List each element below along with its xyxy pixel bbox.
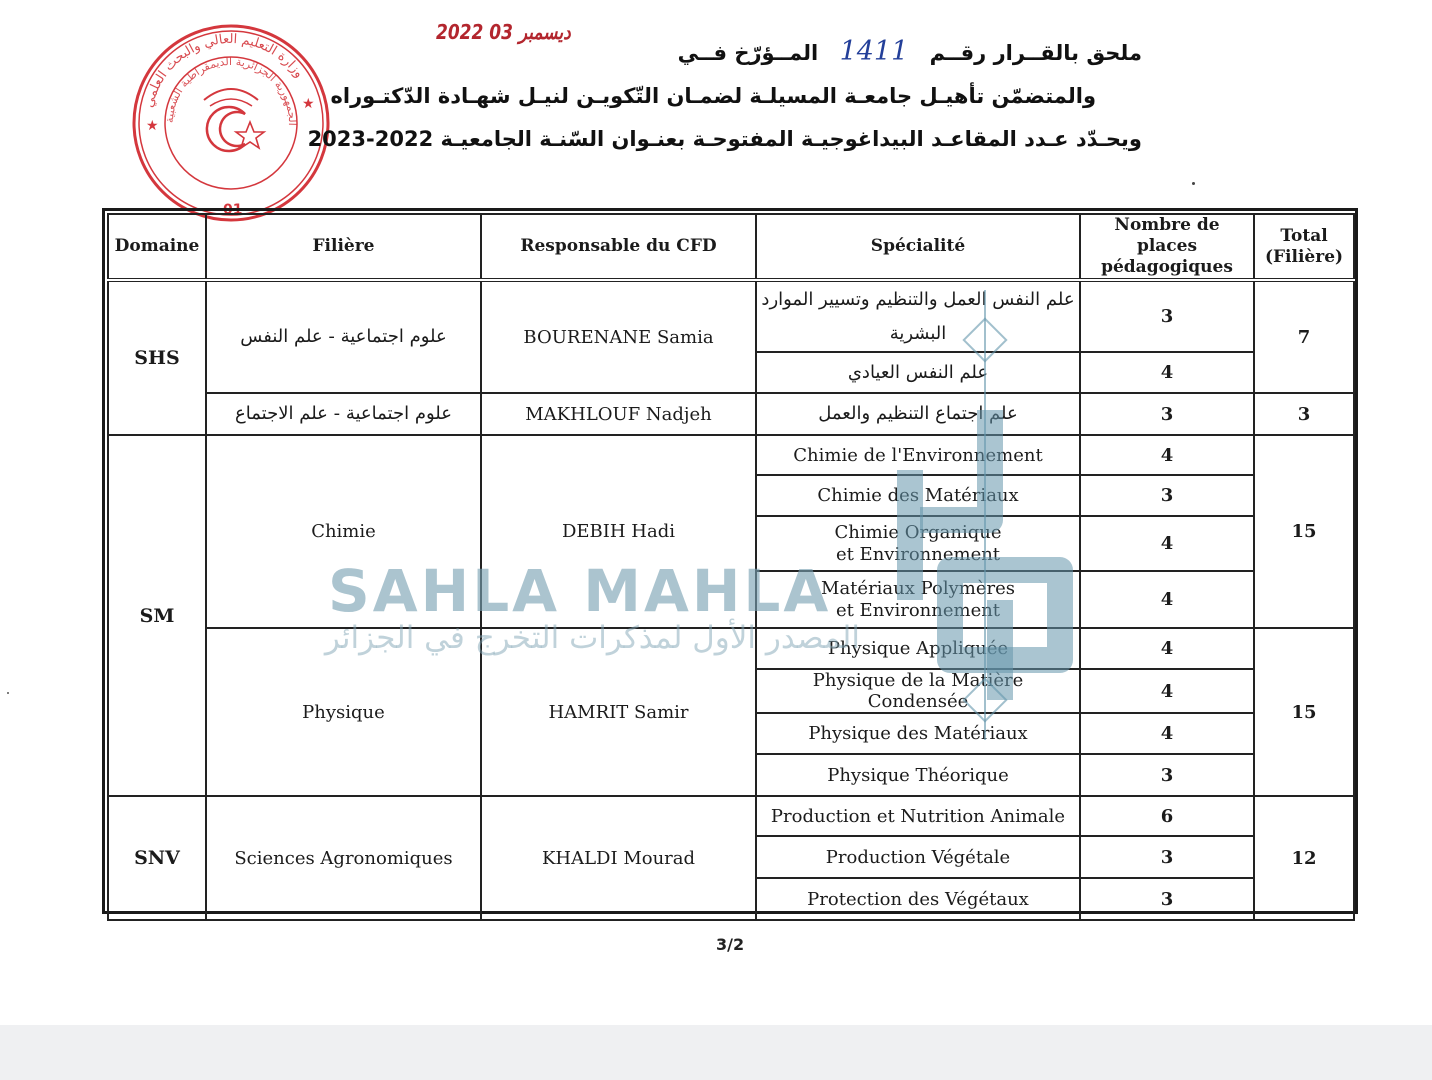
handwritten-date: 2022 ديسمبر 03 xyxy=(436,20,571,44)
header-places xyxy=(1080,214,1254,280)
specialite-line-2: et Environnement xyxy=(835,543,1001,565)
specialite-cell: علم النفس العمل والتنظيم وتسيير الموارد البشرية xyxy=(756,280,1080,352)
table-row xyxy=(108,796,1354,836)
places-cell: 4 xyxy=(1080,713,1254,754)
places-cell: 4 xyxy=(1080,352,1254,393)
header-places-line-2: pédagogiques xyxy=(1101,257,1233,277)
specialite-cell: Physique Théorique xyxy=(756,754,1080,796)
specialite-line-1: Matériaux Polymères xyxy=(821,577,1015,599)
filiere-cell: علوم اجتماعية - علم الاجتماع xyxy=(206,393,481,435)
specialite-line-1: Chimie Organique xyxy=(834,521,1002,543)
table-row xyxy=(108,280,1354,352)
domain-sm: SM xyxy=(108,435,206,796)
total-cell: 3 xyxy=(1254,393,1354,435)
responsable-cell: DEBIH Hadi xyxy=(481,435,756,628)
svg-text:الجمهورية الجزائرية الديمقراطي xyxy=(163,55,299,126)
watermark-title: SAHLA MAHLA xyxy=(328,557,832,625)
specialite-cell: علم النفس العيادي xyxy=(756,352,1080,393)
official-stamp xyxy=(130,22,332,224)
places-cell: 4 xyxy=(1080,571,1254,628)
header-line-2: والمتضمّن تأهيـل جامعـة المسيلـة لضمـان التّكويـن لنيـل شهـادة الدّكتـوراه xyxy=(330,84,1096,108)
header-line-1-a: ملحق بالقــرار رقــم xyxy=(929,41,1142,65)
places-cell: 3 xyxy=(1080,754,1254,796)
seats-table xyxy=(107,213,1355,921)
specialite-cell: Physique des Matériaux xyxy=(756,713,1080,754)
responsable-cell: HAMRIT Samir xyxy=(481,628,756,796)
header-filiere: Filière xyxy=(206,214,481,280)
places-cell: 4 xyxy=(1080,628,1254,669)
specialite-cell: Chimie des Matériaux xyxy=(756,475,1080,516)
decision-number: 1411 xyxy=(839,36,909,67)
crescent-icon xyxy=(207,107,245,151)
places-cell: 4 xyxy=(1080,669,1254,713)
specialite-cell xyxy=(756,571,1080,628)
domain-shs: SHS xyxy=(108,280,206,435)
header-places-line-1: Nombre de places xyxy=(1114,215,1220,256)
stamp-ring-text: وزارة التعليم العالي والبحث العلمي xyxy=(141,31,307,110)
header-line-1-b: المــؤرّخ فــي xyxy=(677,41,819,65)
header-line-1 xyxy=(678,36,1142,67)
svg-text:★: ★ xyxy=(302,96,315,112)
table-row xyxy=(108,435,1354,475)
stamp-number: 01 xyxy=(223,202,243,218)
total-cell: 15 xyxy=(1254,628,1354,796)
stamp-inner-text: الجمهورية الجزائرية الديمقراطية الشعبية xyxy=(162,54,300,126)
filiere-cell: Chimie xyxy=(206,435,481,628)
places-cell: 4 xyxy=(1080,516,1254,571)
total-cell: 7 xyxy=(1254,280,1354,393)
responsable-cell: BOURENANE Samia xyxy=(481,280,756,393)
specialite-cell: علم اجتماع التنظيم والعمل xyxy=(756,393,1080,435)
header-total-line-1: Total xyxy=(1280,225,1328,246)
specialite-line-2: et Environnement xyxy=(835,599,1001,621)
specialite-cell: Protection des Végétaux xyxy=(756,878,1080,920)
filiere-cell: Physique xyxy=(206,628,481,796)
domain-snv: SNV xyxy=(108,796,206,920)
star-icon xyxy=(236,122,264,148)
places-cell: 3 xyxy=(1080,280,1254,352)
filiere-cell: Sciences Agronomiques xyxy=(206,796,481,920)
header-specialite: Spécialité xyxy=(756,214,1080,280)
places-cell: 4 xyxy=(1080,435,1254,475)
places-cell: 6 xyxy=(1080,796,1254,836)
places-cell: 3 xyxy=(1080,878,1254,920)
page-number: 3/2 xyxy=(716,935,745,954)
places-cell: 3 xyxy=(1080,475,1254,516)
header-domaine: Domaine xyxy=(108,214,206,280)
places-cell: 3 xyxy=(1080,393,1254,435)
total-cell: 12 xyxy=(1254,796,1354,920)
table-header-row xyxy=(108,214,1354,280)
table-row xyxy=(108,628,1354,669)
places-cell: 3 xyxy=(1080,836,1254,878)
svg-text:★: ★ xyxy=(146,118,159,134)
specialite-cell: Chimie de l'Environnement xyxy=(756,435,1080,475)
table-row xyxy=(108,393,1354,435)
header-total xyxy=(1254,214,1354,280)
header-responsable: Responsable du CFD xyxy=(481,214,756,280)
watermark-subtitle: المصدر الأول لمذكرات التخرج في الجزائر xyxy=(324,620,860,656)
seats-table-frame xyxy=(102,208,1358,914)
specialite-cell: Production Végétale xyxy=(756,836,1080,878)
responsable-cell: MAKHLOUF Nadjeh xyxy=(481,393,756,435)
total-cell: 15 xyxy=(1254,435,1354,628)
specialite-cell: Production et Nutrition Animale xyxy=(756,796,1080,836)
filiere-cell: علوم اجتماعية - علم النفس xyxy=(206,280,481,393)
specialite-cell: Physique Appliquée xyxy=(756,628,1080,669)
specialite-cell: Physique de la Matière Condensée xyxy=(756,669,1080,713)
responsable-cell: KHALDI Mourad xyxy=(481,796,756,920)
header-total-line-2: (Filière) xyxy=(1264,246,1344,267)
header-line-3: ويحـدّد عـدد المقاعـد البيداغوجيـة المفتوحـة بعنـوان السّنـة الجامعيـة 2022-2023 xyxy=(307,127,1142,151)
specialite-cell xyxy=(756,516,1080,571)
